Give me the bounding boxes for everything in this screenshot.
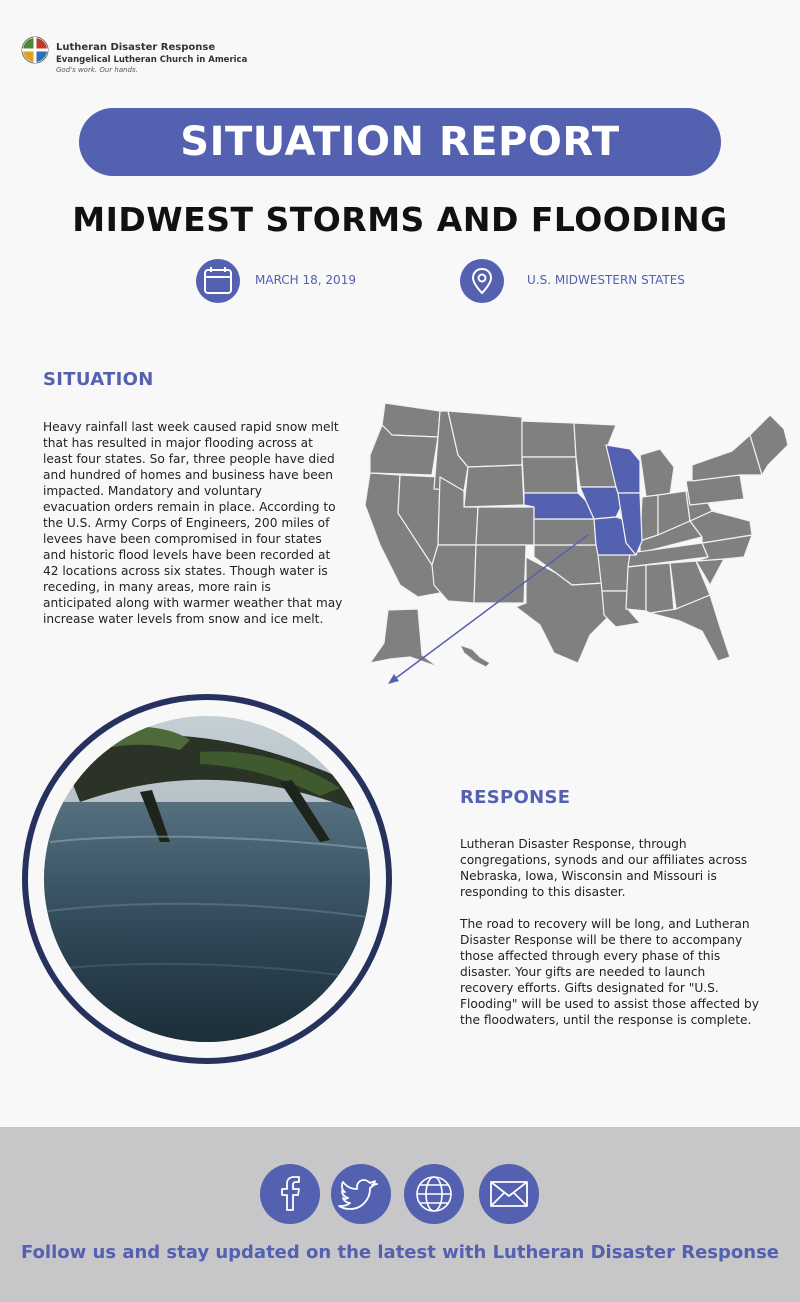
situation-line: levees have been compromised in four states	[43, 532, 322, 546]
report-banner: SITUATION REPORT	[79, 108, 721, 176]
map-state-washington	[382, 403, 440, 437]
arrowhead-icon	[388, 674, 399, 684]
report-date: MARCH 18, 2019	[255, 273, 356, 287]
response-text	[460, 836, 770, 1028]
map-state-south-dakota	[522, 457, 578, 493]
response-line: the floodwaters, until the response is complete.	[460, 1013, 752, 1027]
situation-line: least four states. So far, three people have died	[43, 452, 335, 466]
situation-text	[43, 419, 343, 627]
map-state-alaska	[370, 609, 438, 667]
situation-line: evacuation orders remain in place. According to	[43, 500, 336, 514]
report-title: MIDWEST STORMS AND FLOODING	[72, 200, 728, 239]
twitter-icon[interactable]	[331, 1164, 391, 1224]
map-state-new-mexico	[474, 545, 526, 603]
response-line: those affected through every phase of this	[460, 949, 721, 963]
situation-line: Heavy rainfall last week caused rapid snow melt	[43, 420, 339, 434]
map-state-kansas	[534, 519, 596, 545]
follow-us-text: Follow us and stay updated on the latest with Lutheran Disaster Response	[20, 1242, 779, 1263]
report-location: U.S. MIDWESTERN STATES	[527, 273, 685, 287]
situation-heading: SITUATION	[43, 369, 154, 390]
facebook-icon[interactable]	[260, 1164, 320, 1224]
map-state-nebraska-highlight	[524, 493, 594, 519]
situation-line: and hundred of homes and business have been	[43, 468, 333, 482]
map-state-arkansas	[598, 553, 630, 591]
location-pin-icon	[460, 259, 504, 303]
map-state-colorado	[476, 507, 534, 545]
response-line: Lutheran Disaster Response, through	[460, 837, 687, 851]
response-line: Disaster Response will be there to accompany	[460, 933, 743, 947]
map-state-hawaii	[460, 645, 490, 667]
response-line: recovery efforts. Gifts designated for "U.S.	[460, 981, 719, 995]
us-map	[340, 395, 795, 690]
response-line: The road to recovery will be long, and Lutheran	[460, 917, 750, 931]
response-line: congregations, synods and our affiliates across	[460, 853, 748, 867]
situation-line: increase water levels from snow and ice melt.	[43, 612, 324, 626]
map-state-wyoming	[464, 465, 524, 507]
globe-icon[interactable]	[404, 1164, 464, 1224]
church-name: Evangelical Lutheran Church in America	[56, 55, 248, 65]
situation-line: and historic flood levels have been recorded at	[43, 548, 331, 562]
map-state-alabama	[646, 563, 674, 613]
map-state-mississippi	[626, 565, 646, 611]
response-heading: RESPONSE	[460, 787, 571, 808]
situation-line: 42 locations across six states. Though water is	[43, 564, 328, 578]
situation-line: the U.S. Army Corps of Engineers, 200 miles of	[43, 516, 330, 530]
map-state-north-dakota	[522, 421, 576, 457]
situation-line: anticipated along with warmer weather that may	[43, 596, 343, 610]
elca-cross-icon	[20, 36, 50, 64]
situation-line: that has resulted in major flooding across at	[43, 436, 313, 450]
tagline: God's work. Our hands.	[56, 66, 138, 74]
flood-photo	[20, 692, 394, 1066]
footer	[0, 1127, 800, 1302]
map-state-michigan	[640, 449, 674, 497]
situation-line: receding, in many areas, more rain is	[43, 580, 271, 594]
response-line: responding to this disaster.	[460, 885, 626, 899]
calendar-icon	[196, 259, 240, 303]
situation-line: impacted. Mandatory and voluntary	[43, 484, 262, 498]
map-state-indiana	[640, 495, 658, 541]
response-line: Nebraska, Iowa, Wisconsin and Missouri is	[460, 869, 717, 883]
map-state-arizona	[432, 545, 476, 603]
org-name: Lutheran Disaster Response	[56, 42, 216, 53]
response-line: Flooding" will be used to assist those affected by	[460, 997, 759, 1011]
response-line: disaster. Your gifts are needed to launch	[460, 965, 706, 979]
mail-icon[interactable]	[479, 1164, 539, 1224]
org-logo	[20, 36, 260, 78]
